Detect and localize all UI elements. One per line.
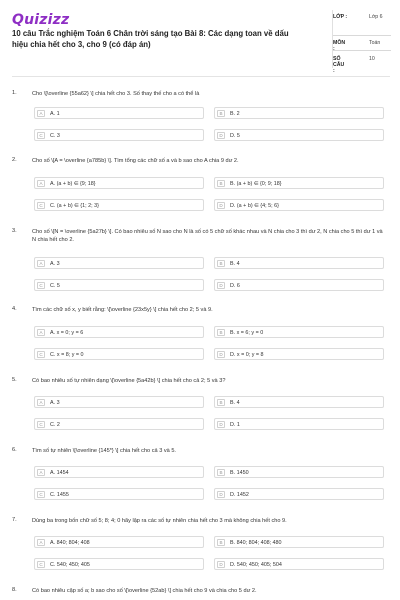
answer-option-b[interactable]: [214, 107, 384, 119]
option-letter-badge: B: [217, 260, 225, 267]
option-letter-badge: A: [37, 399, 45, 406]
option-letter-badge: C: [37, 282, 45, 289]
option-letter-badge: D: [217, 561, 225, 568]
option-letter-badge: B: [217, 110, 225, 117]
question-text: Cho số \[A = \overline {a785b} \]. Tìm tổng các chữ số a và b sao cho A chia 9 dư 2.: [32, 158, 239, 164]
option-text: D. 1: [230, 421, 240, 428]
answer-option-a[interactable]: [34, 177, 204, 189]
answer-option-a[interactable]: [34, 257, 204, 269]
option-text: D. 1452: [230, 491, 249, 498]
meta-label-grade: LỚP :: [333, 14, 348, 20]
answer-option-b[interactable]: [214, 466, 384, 478]
answer-option-d[interactable]: [214, 488, 384, 500]
option-letter-badge: C: [37, 132, 45, 139]
answer-option-c[interactable]: [34, 558, 204, 570]
option-letter-badge: B: [217, 539, 225, 546]
option-text: B. 4: [230, 399, 240, 406]
option-letter-badge: D: [217, 421, 225, 428]
question-number: 5.: [12, 377, 17, 383]
option-text: B. 1450: [230, 469, 249, 476]
question-number: 7.: [12, 517, 17, 523]
option-letter-badge: A: [37, 329, 45, 336]
answer-option-c[interactable]: [34, 488, 204, 500]
question-number: 4.: [12, 306, 17, 312]
answer-option-a[interactable]: [34, 107, 204, 119]
option-letter-badge: C: [37, 561, 45, 568]
option-text: A. 840; 804; 408: [50, 539, 90, 546]
option-text: C. 1455: [50, 491, 69, 498]
meta-row-grade: [333, 14, 391, 34]
answer-option-a[interactable]: [34, 536, 204, 548]
option-text: C. 5: [50, 282, 60, 289]
option-text: A. 1454: [50, 469, 69, 476]
quizizz-logo: Quizizz: [12, 12, 70, 28]
answer-option-b[interactable]: [214, 177, 384, 189]
answer-option-b[interactable]: [214, 536, 384, 548]
option-text: D. x = 0; y = 8: [230, 351, 264, 358]
question-text: Có bao nhiêu cặp số a; b sao cho số \[\overline {52ab} \] chia hết cho 9 và chia cho 5 dư 2.: [32, 588, 257, 594]
answer-option-d[interactable]: [214, 348, 384, 360]
meta-rule: [333, 50, 391, 51]
question-number: 3.: [12, 228, 17, 234]
answer-option-c[interactable]: [34, 279, 204, 291]
worksheet-title: 10 câu Trắc nghiệm Toán 6 Chân trời sáng tạo Bài 8: Các dạng toan về dấu hiệu chia hết cho 3, cho 9 (có đáp án): [12, 29, 289, 49]
answer-option-d[interactable]: [214, 279, 384, 291]
option-letter-badge: D: [217, 202, 225, 209]
meta-value-subject: Toán: [369, 40, 381, 46]
option-letter-badge: C: [37, 351, 45, 358]
question-text: Cho \[\overline {55a62} \] chia hết cho 3. Số thay thế cho a có thể là: [32, 91, 200, 97]
option-text: A. 1: [50, 110, 60, 117]
answer-option-a[interactable]: [34, 396, 204, 408]
option-letter-badge: B: [217, 399, 225, 406]
option-letter-badge: A: [37, 539, 45, 546]
question-number: 1.: [12, 90, 17, 96]
option-text: B. (a + b) ∈ {0; 9; 18}: [230, 180, 282, 187]
option-letter-badge: C: [37, 491, 45, 498]
answer-option-c[interactable]: [34, 348, 204, 360]
option-letter-badge: B: [217, 469, 225, 476]
option-text: C. 540; 450; 405: [50, 561, 90, 568]
answer-option-b[interactable]: [214, 396, 384, 408]
option-letter-badge: D: [217, 491, 225, 498]
question-number: 8.: [12, 587, 17, 593]
option-letter-badge: C: [37, 202, 45, 209]
option-text: A. 3: [50, 399, 60, 406]
option-text: D. 6: [230, 282, 240, 289]
answer-option-c[interactable]: [34, 199, 204, 211]
answer-option-b[interactable]: [214, 326, 384, 338]
option-letter-badge: B: [217, 329, 225, 336]
option-text: A. x = 0; y = 6: [50, 329, 84, 336]
meta-panel: [333, 14, 391, 74]
question-text: Dùng ba trong bốn chữ số 5; 8; 4; 0 hãy lập ra các số tự nhiên chia hết cho 3 mà không chia hết cho 9.: [32, 518, 287, 524]
option-letter-badge: A: [37, 180, 45, 187]
option-text: D. 540; 450; 405; 504: [230, 561, 282, 568]
question-number: 2.: [12, 157, 17, 163]
option-letter-badge: A: [37, 469, 45, 476]
meta-label-count: SỐ CÂU :: [333, 56, 345, 74]
answer-option-b[interactable]: [214, 257, 384, 269]
question-text: Tìm các chữ số x, y biết rằng: \[\overline {23x5y} \] chia hết cho 2; 5 và 9.: [32, 307, 213, 313]
answer-option-d[interactable]: [214, 558, 384, 570]
option-letter-badge: B: [217, 180, 225, 187]
option-text: C. 2: [50, 421, 60, 428]
option-text: D. 5: [230, 132, 240, 139]
option-text: B. x = 6; y = 0: [230, 329, 264, 336]
option-letter-badge: A: [37, 260, 45, 267]
header-divider: [12, 76, 390, 77]
answer-option-c[interactable]: [34, 418, 204, 430]
answer-option-a[interactable]: [34, 326, 204, 338]
answer-option-a[interactable]: [34, 466, 204, 478]
option-text: C. 3: [50, 132, 60, 139]
answer-option-c[interactable]: [34, 129, 204, 141]
question-text: Tìm số tự nhiên \[\overline {145*} \] chia hết cho cả 3 và 5.: [32, 448, 176, 454]
option-letter-badge: A: [37, 110, 45, 117]
option-letter-badge: D: [217, 282, 225, 289]
option-letter-badge: D: [217, 132, 225, 139]
option-text: D. (a + b) ∈ {4; 5; 6}: [230, 202, 279, 209]
option-text: A. 3: [50, 260, 60, 267]
option-letter-badge: C: [37, 421, 45, 428]
answer-option-d[interactable]: [214, 418, 384, 430]
question-number: 6.: [12, 447, 17, 453]
option-text: C. (a + b) ∈ {1; 2; 3}: [50, 202, 99, 209]
answer-option-d[interactable]: [214, 129, 384, 141]
option-text: C. x = 8; y = 0: [50, 351, 84, 358]
question-text: Có bao nhiêu số tự nhiên dạng \[\overline {5a42b} \] chia hết cho cả 2; 5 và 3?: [32, 378, 226, 384]
question-text: Cho số \[N = \overline {5a27b} \]. Có bao nhiêu số N sao cho N là số có 5 chữ số khác nhau và N chia cho 3 thì dư 2, N chia cho 5 thì dư 1 và N chia hết cho 2.: [32, 229, 383, 243]
option-text: B. 4: [230, 260, 240, 267]
option-text: A. (a + b) ∈ {9; 18}: [50, 180, 96, 187]
meta-label-subject: MÔN :: [333, 40, 346, 52]
answer-option-d[interactable]: [214, 199, 384, 211]
option-text: B. 2: [230, 110, 240, 117]
meta-value-grade: Lớp 6: [369, 14, 383, 20]
meta-rule: [333, 35, 391, 36]
option-text: B. 840; 804; 408; 480: [230, 539, 282, 546]
option-letter-badge: D: [217, 351, 225, 358]
meta-value-count: 10: [369, 56, 375, 62]
